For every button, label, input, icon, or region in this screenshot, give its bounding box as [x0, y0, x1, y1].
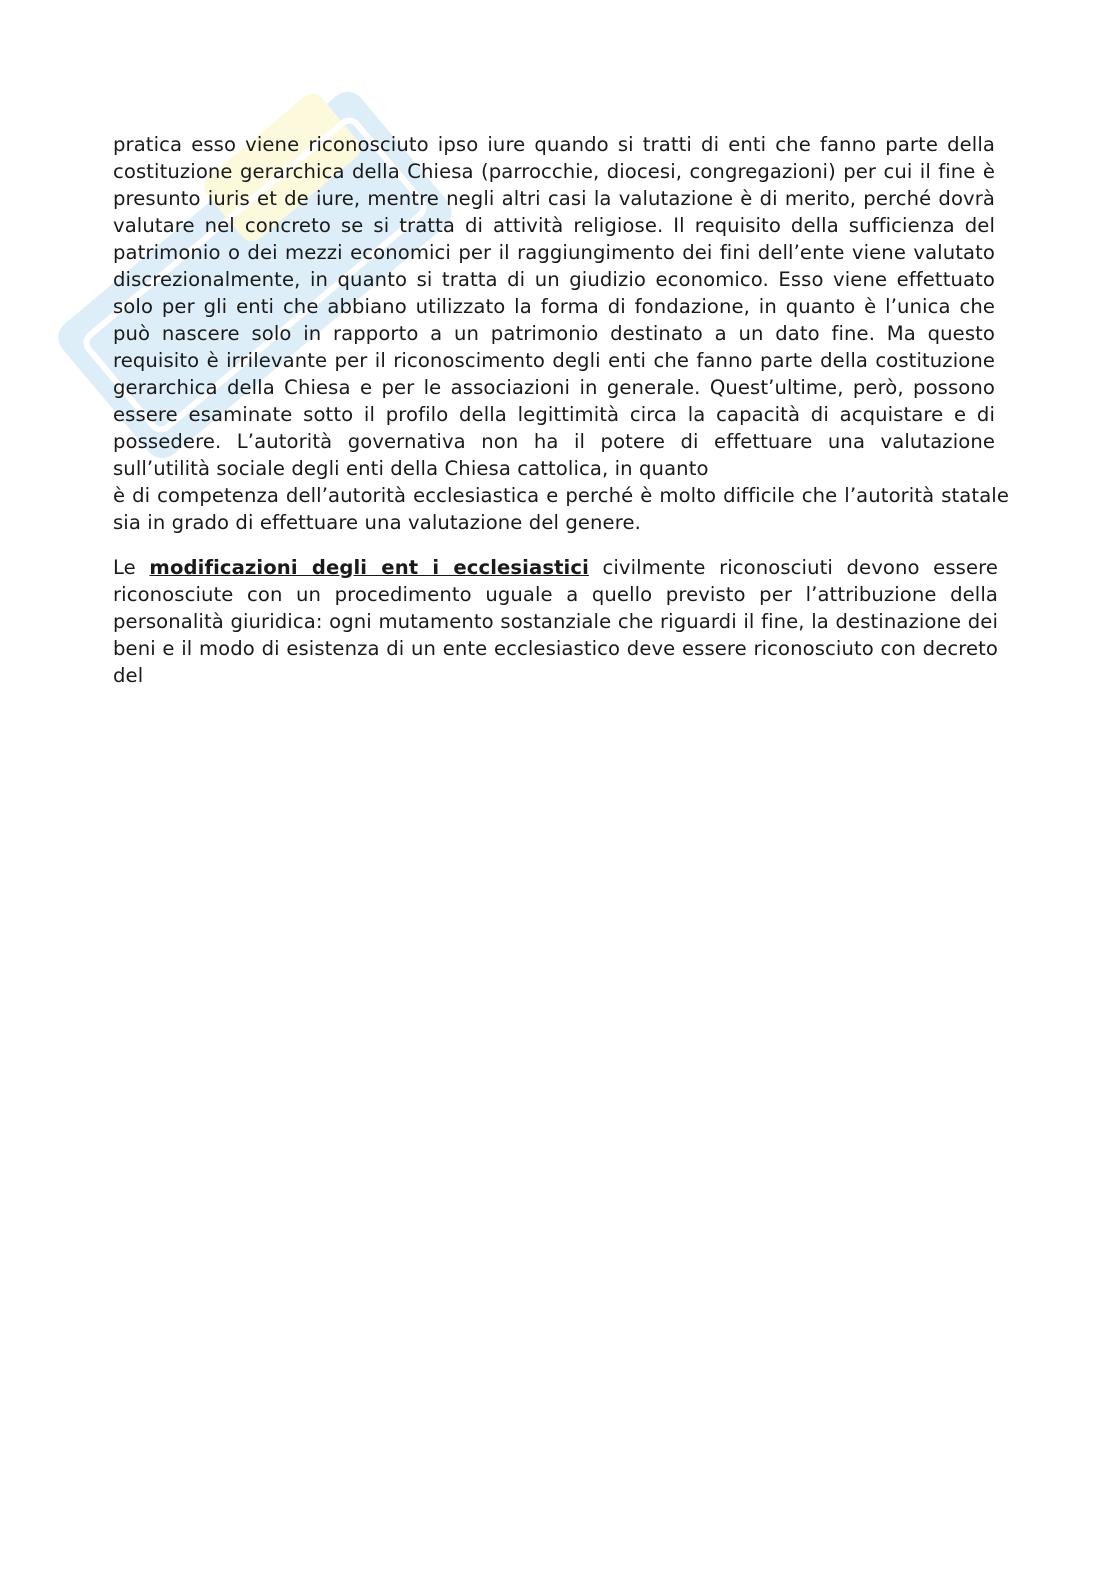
document-body: [113, 131, 1009, 689]
key-term: modificazioni degli ent i ecclesiastici: [149, 556, 589, 579]
paragraph-recognition-continued: è di competenza dell’autorità ecclesiastica e perché è molto difficile che l’autorità statale sia in grado di effettuare una valutazione del genere.: [113, 484, 1009, 534]
paragraph-recognition: pratica esso viene riconosciuto ipso iure quando si tratti di enti che fanno parte della costituzione gerarchica della Chiesa (parrocchie, diocesi, congregazioni) per cui il fine è presunto iuris et de iure, mentre negli altri casi la valutazione è di merito, perché dovrà valutare nel concreto se si tratta di attività religiose. Il requisito della sufficienza del patrimonio o dei mezzi economici per il raggiungimento dei fini dell’ente viene valutato discrezionalmente, in quanto si tratta di un giudizio economico. Esso viene effettuato solo per gli enti che abbiano utilizzato la forma di fondazione, in quanto è l’unica che può nascere solo in rapporto a un patrimonio destinato a un dato fine. Ma questo requisito è irrilevante per il riconoscimento degli enti che fanno parte della costituzione gerarchica della Chiesa e per le associazioni in generale. Quest’ultime, però, possono essere esaminate sotto il profilo della legittimità circa la capacità di acquistare e di possedere. L’autorità governativa non ha il potere di effettuare una valutazione sull’utilità sociale degli enti della Chiesa cattolica, in quanto: [113, 133, 995, 480]
paragraph-lead: Le: [113, 556, 150, 579]
paragraph-modifications: [113, 554, 998, 689]
paragraph-rest: civilmente riconosciuti devono essere riconosciute con un procedimento uguale a quello previsto per l’attribuzione della personalità giuridica: ogni mutamento sostanziale che riguardi il fine, la destinazione dei beni e il modo di esistenza di un ente ecclesiastico deve essere riconosciuto con decreto del: [113, 556, 998, 687]
